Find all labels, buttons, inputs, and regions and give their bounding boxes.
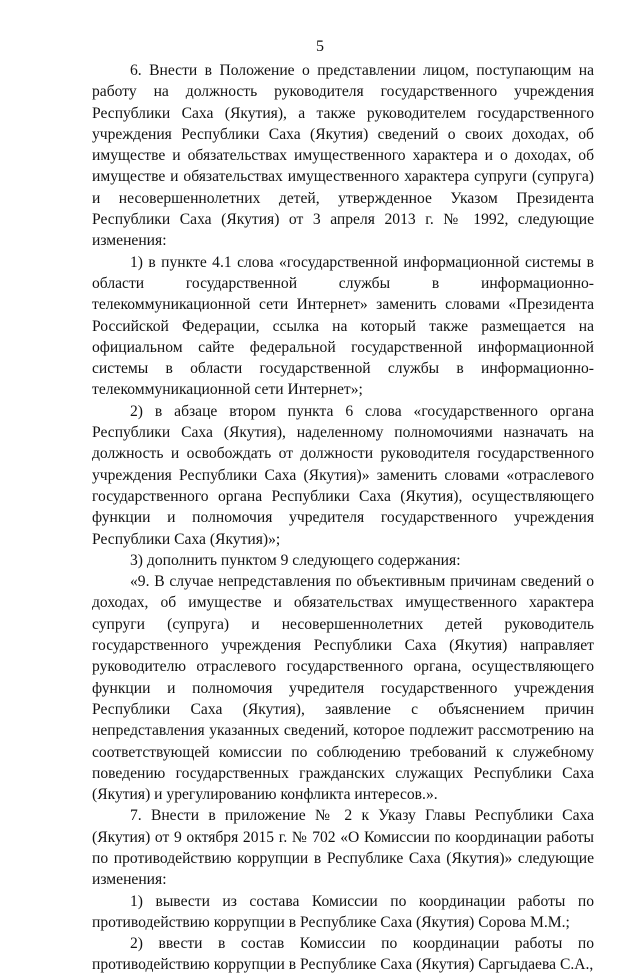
paragraph-subitem-2: 2) в абзаце втором пункта 6 слова «государственного органа Республики Саха (Якутия), наделенному полномочиями назначать на должность и освобождать от должности руководителя государственного учреждения Республики Саха (Якутия)» заменить словами «отраслевого государственного органа Республики Саха (Якутия), осуществляющего функции и полномочия учредителя государственного учреждения Республики Саха (Якутия)»; (92, 402, 594, 548)
paragraph-item-7: 7. Внести в приложение № 2 к Указу Главы Республики Саха (Якутия) от 9 октября 2015 г. № 702 «О Комиссии по координации работы по противодействию коррупции в Республике Саха (Якутия)» следующие изменения: (92, 807, 594, 889)
paragraph-subitem-1b: 1) вывести из состава Комиссии по координации работы по противодействию коррупции в Республике Саха (Якутия) Сорова М.М.; (92, 892, 594, 931)
paragraph-subitem-1: 1) в пункте 4.1 слова «государственной информационной системы в области государственной службы в информационно-телекоммуникационной сети Интернет» заменить словами «Президента Российской Федерации, ссылка на который также размещается на официальном сайте федеральной государственной информационной системы в области государственной службы в информационно-телекоммуникационной сети Интернет»; (92, 253, 594, 399)
document-body (92, 60, 594, 976)
paragraph-subitem-2b: 2) ввести в состав Комиссии по координации работы по противодействию коррупции в Республике Саха (Якутия) Саргыдаева С.А., (92, 935, 594, 974)
paragraph-item-6: 6. Внести в Положение о представлении лицом, поступающим на работу на должность руководителя государственного учреждения Республики Саха (Якутия), а также руководителем государственного учреждения Республики Саха (Якутия) сведений о своих доходах, об имуществе и обязательствах имущественного характера и о доходах, об имуществе и обязательствах имущественного характера супруги (супруга) и несовершеннолетних детей, утвержденное Указом Президента Республики Саха (Якутия) от 3 апреля 2013 г. № 1992, следующие изменения: (92, 62, 594, 250)
paragraph-subitem-3: 3) дополнить пунктом 9 следующего содержания: (130, 551, 461, 569)
page-number: 5 (316, 38, 324, 55)
paragraph-quoted-point-9: «9. В случае непредставления по объективным причинам сведений о доходах, об имуществе и обязательствах имущественного характера супруги (супруга) и несовершеннолетних детей руководитель государственного учреждения Республики Саха (Якутия) направляет руководителю отраслевого государственного органа, осуществляющего функции и полномочия учредителя государственного учреждения Республики Саха (Якутия), заявление с объяснением причин непредставления указанных сведений, которое подлежит рассмотрению на соответствующей комиссии по соблюдению требований к служебному поведению государственных гражданских служащих Республики Саха (Якутия) и урегулированию конфликта интересов.». (92, 573, 594, 804)
